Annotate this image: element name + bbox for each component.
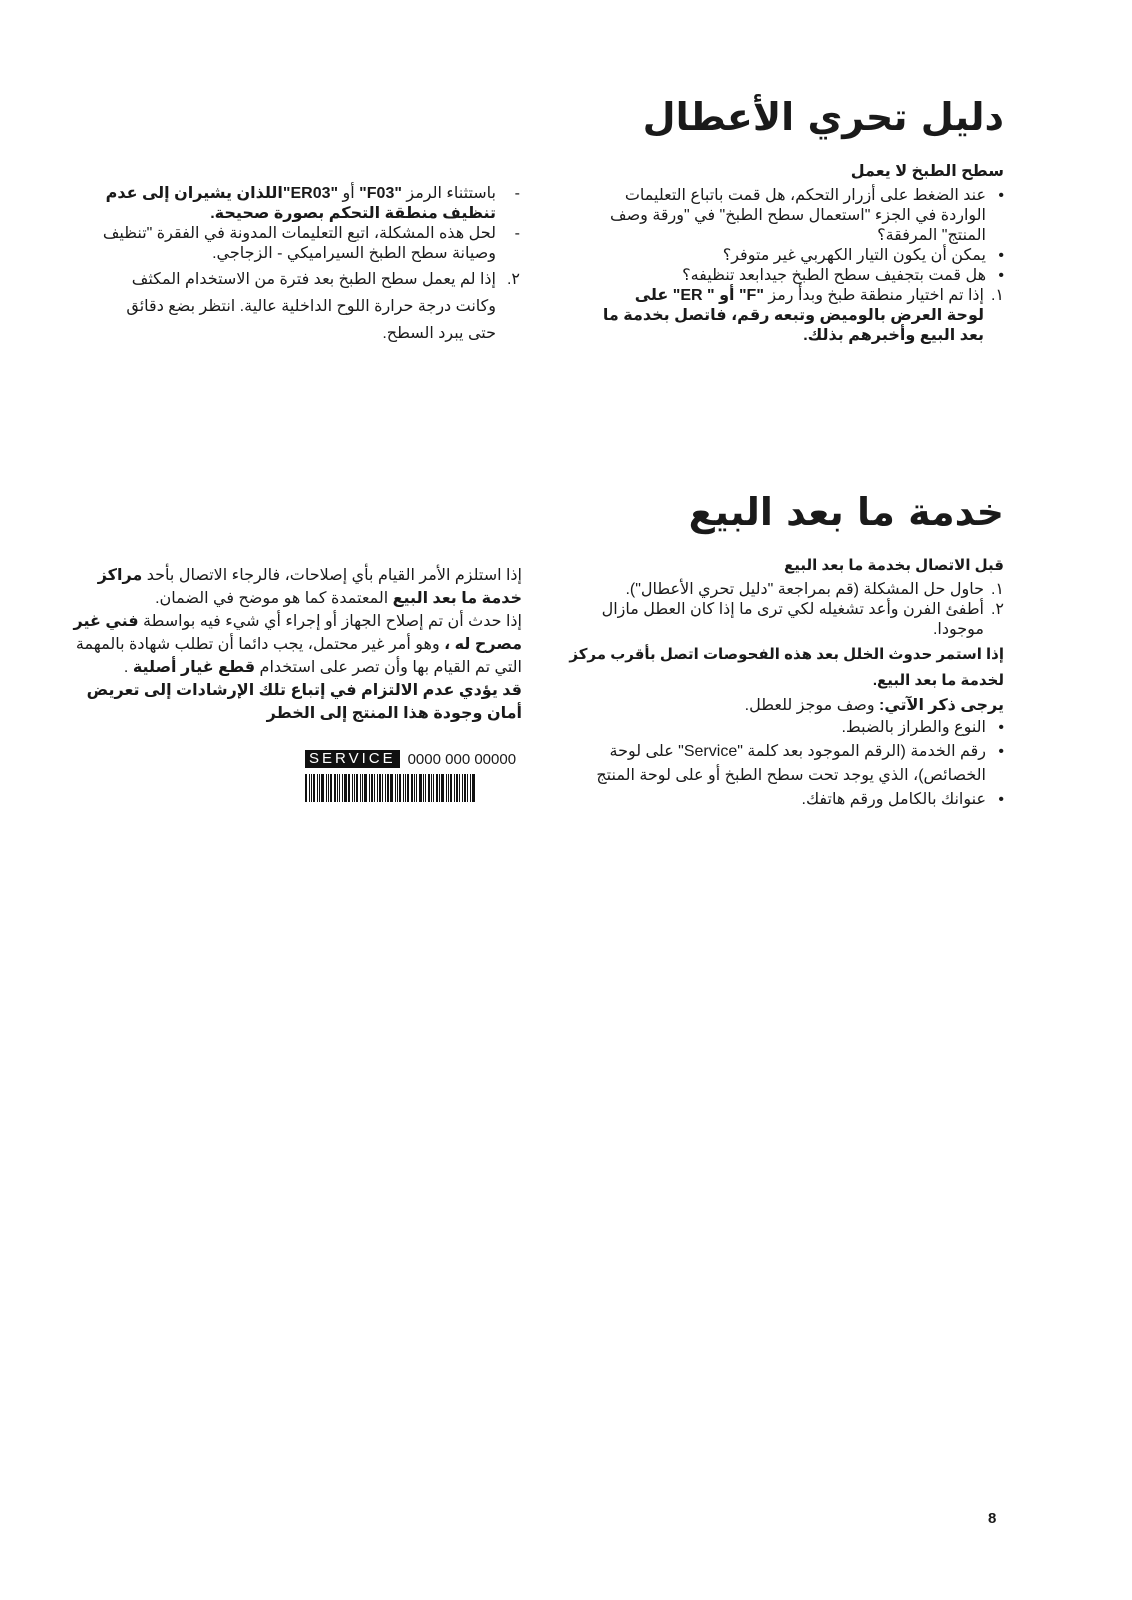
mention-label: يرجى ذكر الآتي: bbox=[879, 697, 1004, 714]
barcode-bar bbox=[454, 774, 455, 802]
list-item: • عند الضغط على أزرار التحكم، هل قمت باتباع التعليمات الواردة في الجزء "استعمال سطح الطبخ" في "ورقة وصف المنتج" المرفقة؟ bbox=[594, 186, 1004, 246]
barcode-bar bbox=[352, 774, 353, 802]
barcode-bar bbox=[339, 774, 340, 802]
barcode-bar bbox=[379, 774, 381, 802]
after-sales-left-column bbox=[66, 564, 522, 725]
before-contact-heading: قبل الاتصال بخدمة ما بعد البيع bbox=[784, 557, 1004, 574]
barcode-bar bbox=[309, 774, 310, 802]
item-text bbox=[594, 286, 984, 346]
mention-text: وصف موجز للعطل. bbox=[744, 697, 875, 714]
bold-text: "ER03"اللذان يشيران إلى عدم تنظيف منطقة التحكم بصورة صحيحة. bbox=[105, 185, 496, 222]
troubleshooting-title: دليل تحري الأعطال bbox=[642, 95, 1004, 139]
barcode-bar bbox=[407, 774, 409, 802]
text: . bbox=[123, 659, 129, 676]
checklist bbox=[594, 186, 1004, 286]
list-item: • هل قمت بتجفيف سطح الطبخ جيدابعد تنظيفه؟ bbox=[594, 266, 1004, 286]
barcode-bar bbox=[425, 774, 426, 802]
barcode-bar bbox=[467, 774, 468, 802]
item-number: ١. bbox=[990, 287, 1004, 304]
list-item: • يمكن أن يكون التيار الكهربي غير متوفر؟ bbox=[594, 246, 1004, 266]
text: إذا حدث أن تم إصلاح الجهاز أو إجراء أي شيء فيه بواسطة bbox=[143, 613, 522, 630]
barcode-bar bbox=[423, 774, 424, 802]
barcode-bar bbox=[448, 774, 449, 802]
barcode-bar bbox=[450, 774, 452, 802]
step-number: ٢. bbox=[990, 601, 1004, 618]
text: المعتمدة كما هو موضح في الضمان. bbox=[155, 590, 389, 607]
barcode-bar bbox=[403, 774, 404, 802]
barcode-bar bbox=[356, 774, 358, 802]
service-label-block bbox=[305, 750, 523, 802]
barcode-bar bbox=[326, 774, 327, 802]
list-item: • رقم الخدمة (الرقم الموجود بعد كلمة "Service" على لوحة الخصائص)، الذي يوجد تحت سطح الطبخ أو على لوحة المنتج bbox=[562, 740, 1004, 788]
numbered-item-1 bbox=[594, 286, 1004, 346]
troubleshooting-right-column bbox=[594, 162, 1004, 346]
text: إذا استلزم الأمر القيام بأي إصلاحات، فالرجاء الاتصال بأحد bbox=[146, 567, 522, 584]
barcode-bar bbox=[405, 774, 406, 802]
step-text: أطفئ الفرن وأعد تشغيله لكي ترى ما إذا كان العطل مازال موجودا. bbox=[601, 601, 984, 638]
numbered-item-2 bbox=[96, 266, 520, 347]
bold-text: قطع غيار أصلية bbox=[132, 659, 256, 676]
barcode-bar bbox=[337, 774, 338, 802]
barcode-bar bbox=[364, 774, 367, 802]
barcode-bar bbox=[334, 774, 336, 802]
barcode-bar bbox=[416, 774, 417, 802]
barcode-bar bbox=[436, 774, 438, 802]
after-sales-title: خدمة ما بعد البيع bbox=[688, 490, 1004, 534]
barcode-bar bbox=[428, 774, 430, 802]
service-row bbox=[305, 750, 523, 768]
barcode-bar bbox=[395, 774, 396, 802]
barcode-bar bbox=[439, 774, 440, 802]
barcode-bar bbox=[419, 774, 422, 802]
list-item: • عنوانك بالكامل ورقم هاتفك. bbox=[562, 788, 1004, 812]
barcode-bar bbox=[411, 774, 413, 802]
barcode-bar bbox=[472, 774, 475, 802]
barcode-bar bbox=[362, 774, 363, 802]
barcode-bar bbox=[387, 774, 389, 802]
barcode-bar bbox=[305, 774, 307, 802]
dash-item bbox=[96, 224, 520, 264]
barcode-bar bbox=[446, 774, 447, 802]
dash-text bbox=[96, 184, 496, 224]
barcode-bar bbox=[433, 774, 434, 802]
barcode-bar bbox=[390, 774, 393, 802]
error-code: "F03" bbox=[359, 185, 402, 202]
unauthorized-paragraph bbox=[66, 610, 522, 679]
dash-symbol: - bbox=[514, 185, 520, 202]
barcode-bar bbox=[342, 774, 343, 802]
barcode-bar bbox=[360, 774, 361, 802]
bold-text: مراكز خدمة ما بعد البيع bbox=[97, 567, 522, 607]
barcode-bar bbox=[462, 774, 463, 802]
barcode-bar bbox=[414, 774, 415, 802]
barcode-bar bbox=[464, 774, 466, 802]
barcode-bar bbox=[369, 774, 370, 802]
service-number: 0000 000 00000 bbox=[407, 750, 517, 768]
troubleshooting-left-column bbox=[96, 184, 520, 347]
text: باستثناء الرمز bbox=[406, 185, 496, 202]
info-list bbox=[562, 716, 1004, 812]
barcode-bar bbox=[344, 774, 347, 802]
text: وهو أمر غير محتمل، يجب دائما أن تطلب شهادة بالمهمة التي تم القيام بها وأن تصر على استخدام bbox=[75, 636, 522, 676]
barcode-bar bbox=[354, 774, 355, 802]
barcode-bar bbox=[317, 774, 318, 802]
repair-paragraph bbox=[66, 564, 522, 610]
step-1 bbox=[562, 580, 1004, 600]
item-text: إذا لم يعمل سطح الطبخ بعد فترة من الاستخدام المكثف وكانت درجة حرارة اللوح الداخلية عالية. انتظر بضع دقائق حتى يبرد السطح. bbox=[126, 271, 496, 342]
mention-line bbox=[562, 696, 1004, 716]
barcode-bar bbox=[319, 774, 320, 802]
dash-item bbox=[96, 184, 520, 224]
list-item: • النوع والطراز بالضبط. bbox=[562, 716, 1004, 740]
step-2 bbox=[562, 600, 1004, 640]
item-text-bold: "F" أو " ER" على لوحة العرض بالوميض وتبعه رقم، فاتصل بخدمة ما بعد البيع وأخبرهم بذلك. bbox=[602, 287, 984, 344]
warning-paragraph: قد يؤدي عدم الالتزام في إتباع تلك الإرشادات إلى تعريض أمان وجودة هذا المنتج إلى الخطر bbox=[86, 682, 522, 722]
barcode-bar bbox=[377, 774, 378, 802]
barcode-bar bbox=[470, 774, 471, 802]
barcode-bar bbox=[441, 774, 444, 802]
barcode-bar bbox=[385, 774, 386, 802]
cooktop-not-working-heading: سطح الطبخ لا يعمل bbox=[850, 163, 1004, 180]
page-number: 8 bbox=[988, 1510, 997, 1527]
item-text-plain: إذا تم اختيار منطقة طبخ وبدأ رمز bbox=[768, 287, 984, 304]
contact-instruction: إذا استمر حدوث الخلل بعد هذه الفحوصات اتصل بأقرب مركز لخدمة ما بعد البيع. bbox=[569, 646, 1004, 689]
text: أو bbox=[342, 185, 355, 202]
dash-text: لحل هذه المشكلة، اتبع التعليمات المدونة في الفقرة "تنظيف وصيانة سطح الطبخ السيراميكي - الزجاجي. bbox=[102, 225, 496, 262]
barcode-bar bbox=[399, 774, 401, 802]
barcode-bar bbox=[374, 774, 375, 802]
item-number: ٢. bbox=[506, 271, 520, 288]
barcode-bar bbox=[456, 774, 458, 802]
after-sales-right-column bbox=[562, 556, 1004, 812]
step-text: حاول حل المشكلة (قم بمراجعة "دليل تحري الأعطال"). bbox=[625, 581, 984, 598]
barcode-bar bbox=[371, 774, 373, 802]
barcode-bar bbox=[397, 774, 398, 802]
barcode-bar bbox=[382, 774, 383, 802]
barcode-bar bbox=[330, 774, 332, 802]
barcode-bar bbox=[313, 774, 315, 802]
barcode-bar bbox=[321, 774, 324, 802]
service-label: SERVICE bbox=[305, 750, 400, 768]
barcode-bar bbox=[431, 774, 432, 802]
barcode-bar bbox=[459, 774, 460, 802]
barcode-bar bbox=[348, 774, 350, 802]
barcode bbox=[305, 774, 523, 802]
step-number: ١. bbox=[990, 581, 1004, 598]
bold-text: فني غير مصرح له ، bbox=[73, 613, 522, 653]
barcode-bar bbox=[311, 774, 312, 802]
dash-symbol: - bbox=[514, 225, 520, 242]
barcode-bar bbox=[328, 774, 329, 802]
